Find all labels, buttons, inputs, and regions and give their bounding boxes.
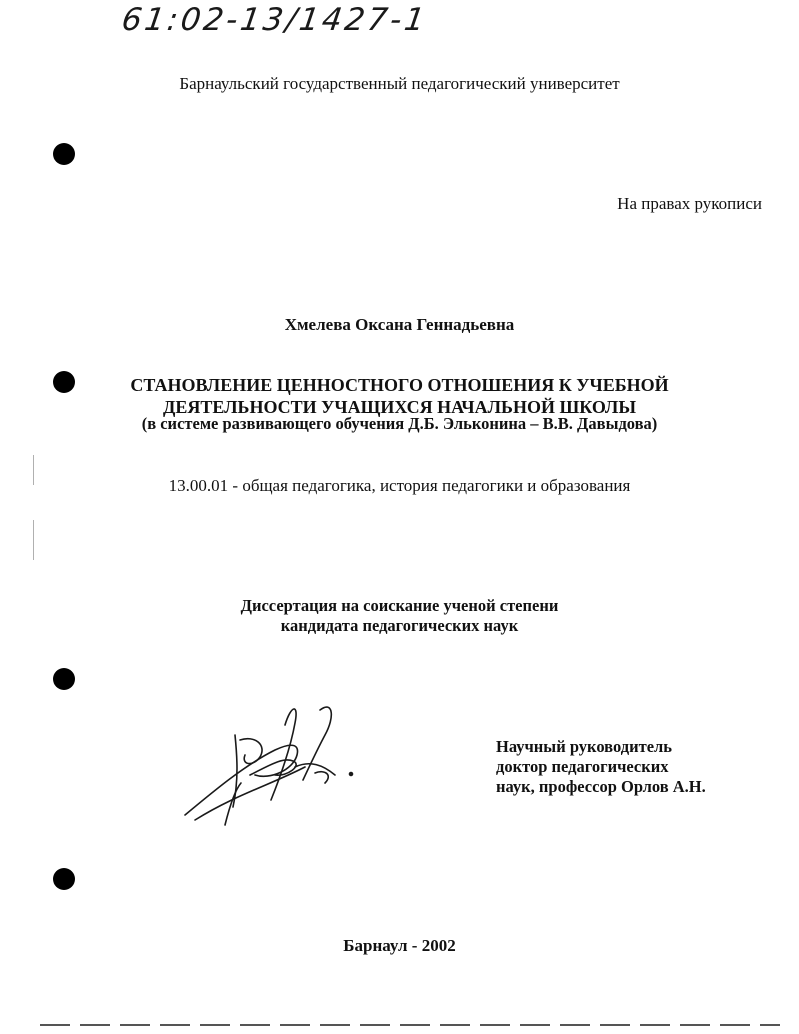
- dissertation-title: [0, 374, 799, 418]
- signature-image: [175, 695, 365, 830]
- manuscript-note: На правах рукописи: [617, 194, 762, 213]
- scan-bottom-rule: [40, 1024, 780, 1026]
- degree-line-2: кандидата педагогических наук: [280, 616, 519, 635]
- supervisor-line-2: доктор педагогических: [496, 757, 669, 776]
- degree-line-1: Диссертация на соискание ученой степени: [240, 596, 559, 615]
- title-line-1: СТАНОВЛЕНИЕ ЦЕННОСТНОГО ОТНОШЕНИЯ К УЧЕБНОЙ: [130, 375, 669, 395]
- author-name: Хмелева Оксана Геннадьевна: [284, 315, 515, 334]
- punch-hole-4: [53, 868, 75, 890]
- scan-margin-mark: [33, 455, 34, 485]
- punch-hole-2: [53, 371, 75, 393]
- specialty-code: 13.00.01 - общая педагогика, история педагогики и образования: [168, 476, 631, 495]
- title-line-2: ДЕЯТЕЛЬНОСТИ УЧАЩИХСЯ НАЧАЛЬНОЙ ШКОЛЫ: [162, 397, 637, 417]
- punch-hole-1: [53, 143, 75, 165]
- dissertation-subtitle: (в системе развивающего обучения Д.Б. Эльконина – В.В. Давыдова): [141, 414, 658, 433]
- supervisor-line-3: наук, профессор Орлов А.Н.: [496, 777, 706, 796]
- scientific-supervisor: [496, 737, 706, 797]
- punch-hole-3: [53, 668, 75, 690]
- supervisor-line-1: Научный руководитель: [496, 737, 672, 756]
- degree-statement: [0, 596, 799, 636]
- scan-margin-mark: [33, 520, 34, 560]
- handwritten-catalog-number: 61:02-13/1427-1: [119, 2, 430, 38]
- city-year: Барнаул - 2002: [343, 936, 456, 955]
- university-name: Барнаульский государственный педагогический университет: [179, 74, 620, 93]
